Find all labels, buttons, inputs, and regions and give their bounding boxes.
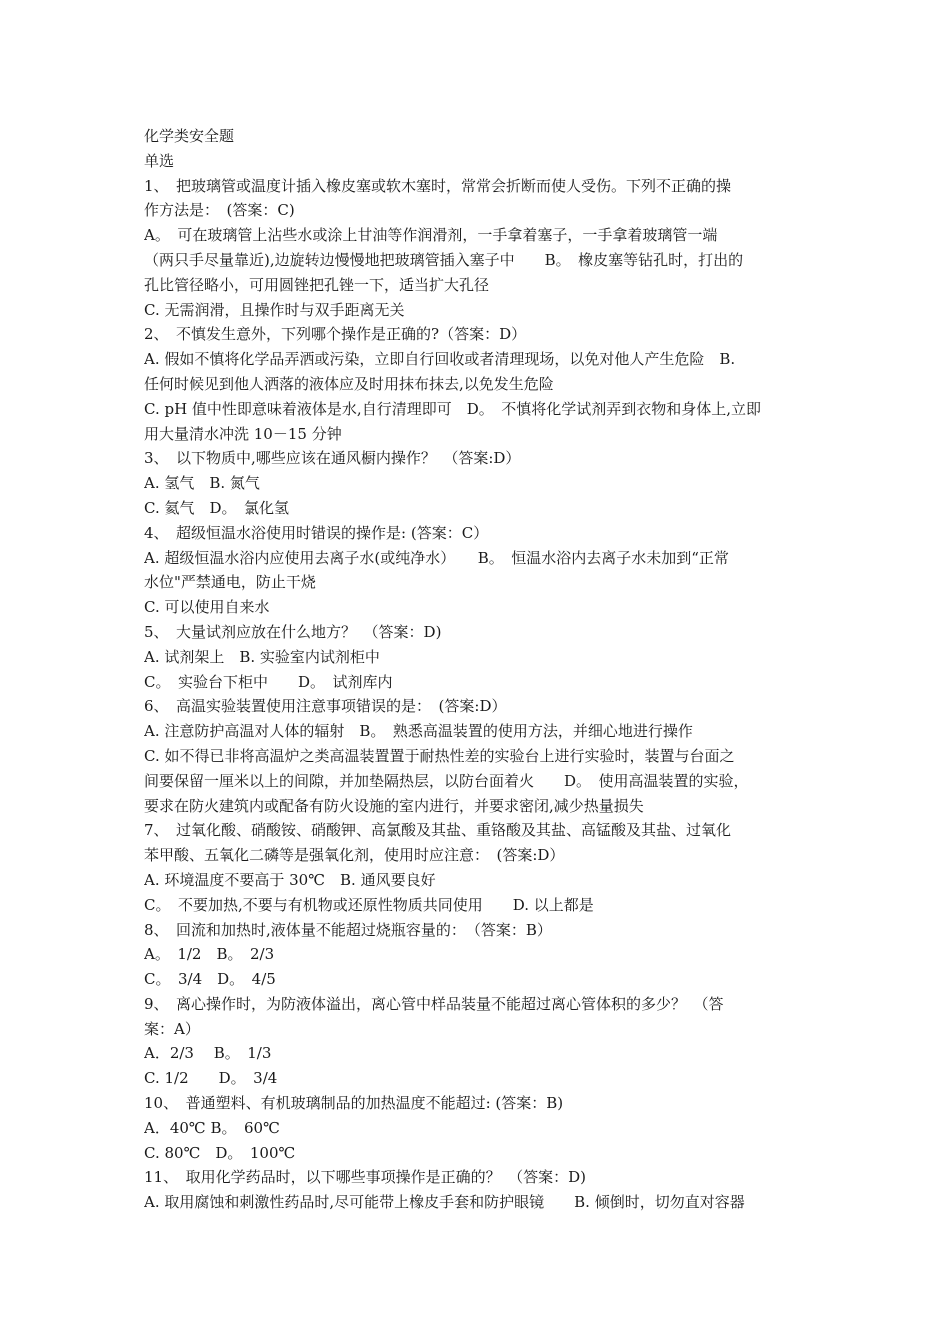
text-line: 8、 回流和加热时,液体量不能超过烧瓶容量的： （答案：B） <box>144 920 552 939</box>
question-list <box>144 174 810 1215</box>
text-line: A。 1/2 B。 2/3 <box>144 945 275 964</box>
text-line: 4、 超级恒温水浴使用时错误的操作是: (答案：C） <box>144 523 489 542</box>
text-line: C。 3/4 D。 4/5 <box>144 970 276 989</box>
text-line: C. 80℃ D。 100℃ <box>144 1143 296 1162</box>
document-title: 化学类安全题 <box>144 127 235 145</box>
text-line: 案：A） <box>144 1019 200 1038</box>
text-line: 2、 不慎发生意外，下列哪个操作是正确的?（答案：D） <box>144 325 527 344</box>
text-line: 10、 普通塑料、有机玻璃制品的加热温度不能超过: (答案：B) <box>144 1094 564 1113</box>
text-line: C。 实验台下柜中 D。 试剂库内 <box>144 672 393 691</box>
section-heading: 单选 <box>144 151 175 170</box>
text-line: （两只手尽量靠近),边旋转边慢慢地把玻璃管插入塞子中 B。 橡皮塞等钻孔时，打出的 <box>144 250 744 269</box>
text-line: C. 氦气 D。 氯化氢 <box>144 498 290 517</box>
document-page <box>144 124 810 1215</box>
text-line: 9、 离心操作时，为防液体溢出，离心管中样品装量不能超过离心管体积的多少？ （答 <box>144 994 724 1013</box>
text-line: 苯甲酸、五氧化二磷等是强氧化剂，使用时应注意： (答案:D） <box>144 846 565 865</box>
text-line: C. 如不得已非将高温炉之类高温装置置于耐热性差的实验台上进行实验时，装置与台面之 <box>144 746 735 765</box>
text-line: C. 可以使用自来水 <box>144 598 270 617</box>
text-line: A. 注意防护高温对人体的辐射 B。 熟悉高温装置的使用方法，并细心地进行操作 <box>144 722 693 741</box>
text-line: A. 试剂架上 B. 实验室内试剂柜中 <box>144 647 380 666</box>
text-line: 6、 高温实验装置使用注意事项错误的是： (答案:D） <box>144 697 507 716</box>
text-line: 任何时候见到他人洒落的液体应及时用抹布抹去,以免发生危险 <box>144 374 554 393</box>
text-line: A. 假如不慎将化学品弄洒或污染，立即自行回收或者清理现场，以免对他人产生危险 B. <box>144 350 736 369</box>
text-line: 水位"严禁通电，防止干烧 <box>144 573 316 592</box>
text-line: 孔比管径略小，可用圆锉把孔锉一下，适当扩大孔径 <box>144 275 490 294</box>
text-line: 用大量清水冲洗 10－15 分钟 <box>144 424 342 443</box>
text-line: A．40℃ B。 60℃ <box>144 1118 280 1137</box>
text-line: 要求在防火建筑内或配备有防火设施的室内进行，并要求密闭,减少热量损失 <box>144 796 644 815</box>
text-line: A. 环境温度不要高于 30℃ B. 通风要良好 <box>144 870 436 889</box>
text-line: A. 超级恒温水浴内应使用去离子水(或纯净水） B。 恒温水浴内去离子水未加到“正常 <box>144 548 729 567</box>
text-line: 11、 取用化学药品时，以下哪些事项操作是正确的？ （答案：D) <box>144 1168 586 1187</box>
text-line: A. 取用腐蚀和刺激性药品时,尽可能带上橡皮手套和防护眼镜 B. 倾倒时，切勿直对容器 <box>144 1193 745 1212</box>
text-line: C. 1/2 D。 3/4 <box>144 1069 278 1088</box>
text-line: 3、 以下物质中,哪些应该在通风橱内操作？ （答案:D） <box>144 449 521 468</box>
text-line: 作方法是： (答案：C) <box>144 201 295 220</box>
text-line: 1、 把玻璃管或温度计插入橡皮塞或软木塞时，常常会折断而使人受伤。下列不正确的操 <box>144 176 732 195</box>
text-line: A。 可在玻璃管上沾些水或涂上甘油等作润滑剂，一手拿着塞子，一手拿着玻璃管一端 <box>144 226 718 245</box>
text-line: 间要保留一厘米以上的间隙，并加垫隔热层，以防台面着火 D。 使用高温装置的实验， <box>144 771 749 790</box>
text-line: A. 氢气 B. 氮气 <box>144 474 260 493</box>
text-line: C。 不要加热,不要与有机物或还原性物质共同使用 D. 以上都是 <box>144 895 594 914</box>
text-line: A．2/3 B。 1/3 <box>144 1044 272 1063</box>
text-line: 5、 大量试剂应放在什么地方？ （答案：D) <box>144 622 442 641</box>
text-line: C. pH 值中性即意味着液体是水,自行清理即可 D。 不慎将化学试剂弄到衣物和身体上,立即 <box>144 399 761 418</box>
text-line: C. 无需润滑，且操作时与双手距离无关 <box>144 300 405 319</box>
text-line: 7、 过氧化酸、硝酸铵、硝酸钾、高氯酸及其盐、重铬酸及其盐、高锰酸及其盐、过氧化 <box>144 821 732 840</box>
